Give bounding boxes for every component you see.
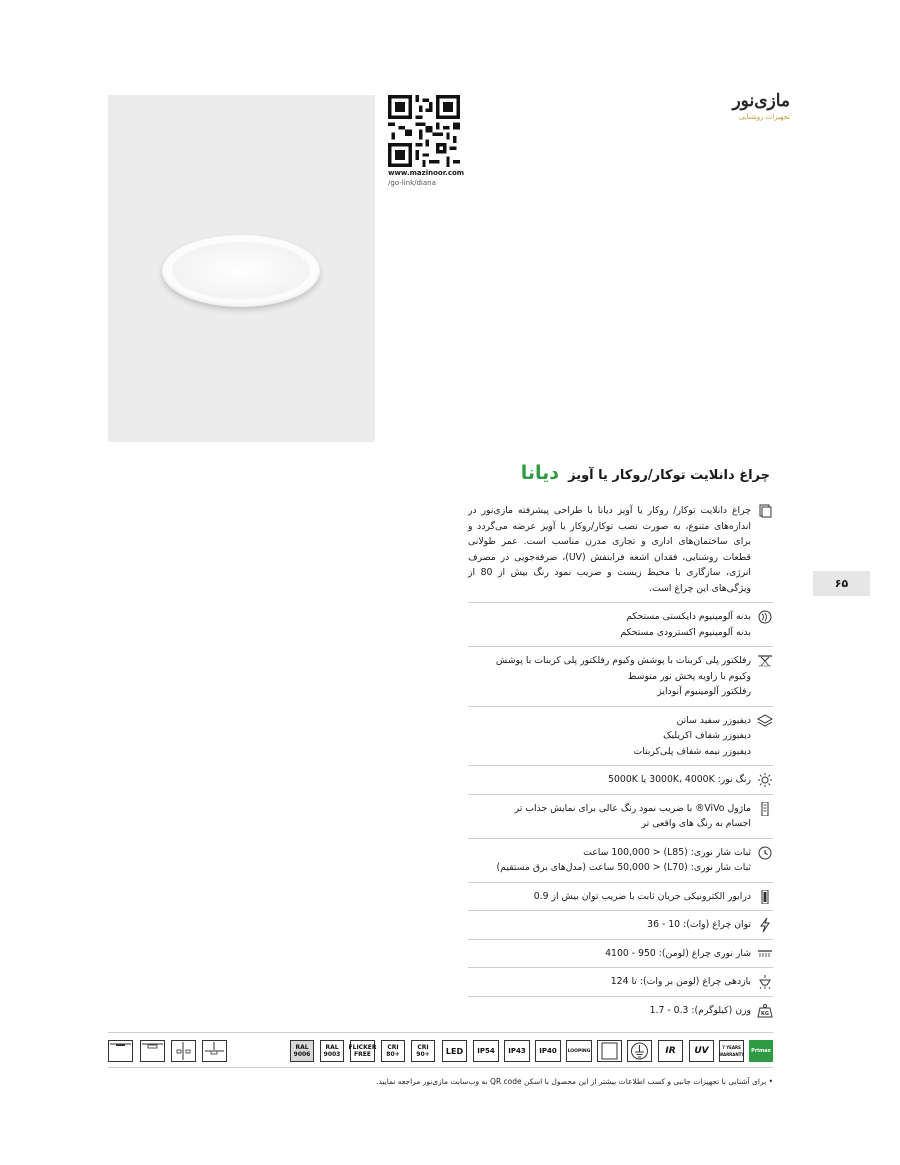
spec-list [468, 497, 773, 1024]
downlight-image [162, 235, 320, 307]
module-line: ماژول ViVo® با ضریب نمود رنگ عالی برای نمایش جذاب تر [514, 802, 751, 814]
cct-text: رنگ نور: 3000K، 4000K یا 5000K [608, 774, 751, 785]
weight-icon [757, 1004, 773, 1018]
product-photo [108, 95, 375, 442]
brand-name: مازی‌نور [732, 91, 790, 111]
spec-row-diffuser [468, 707, 773, 767]
no-ir-badge: IR [658, 1040, 683, 1062]
qr-url[interactable]: www.mazinoor.com [388, 169, 465, 177]
footnote-text: برای آشنایی با تجهیزات جانبی و کسب اطلاعات بیشتر از این محصول با اسکن QR code به وب‌سایت مازی‌نور مراجعه نمایید. [376, 1077, 767, 1086]
spec-row-efficacy [468, 968, 773, 997]
footnote [376, 1077, 773, 1086]
looping-badge: LOOPING [566, 1040, 592, 1062]
lumen-maint-line: ثبات شار نوری: (L70) < 50,000 ساعت (مدل‌های برق مستقیم) [496, 862, 751, 873]
product-title [521, 462, 770, 484]
spec-row-power [468, 911, 773, 940]
warranty-badge: 7 YEARS WARRANTY [719, 1040, 744, 1062]
reflector-icon [757, 654, 773, 668]
spec-row-description [468, 497, 773, 603]
qr-path: /go-link/diana [388, 179, 436, 187]
driver-icon [757, 890, 773, 904]
spec-row-lumen-maintenance [468, 839, 773, 883]
spec-row-flux [468, 940, 773, 969]
certification-icon-bar [108, 1032, 773, 1068]
cri-90-badge: CRI 90+ [411, 1040, 435, 1062]
cri-80-badge: CRI 80+ [381, 1040, 405, 1062]
brand-logo [690, 92, 790, 121]
surface-mount-icon [140, 1040, 165, 1062]
brand-tagline: تجهیزات روشنایی [738, 112, 790, 121]
class-ii-icon [597, 1040, 622, 1062]
svg-text:KG: KG [761, 1010, 769, 1017]
pendant-mount-icon [202, 1040, 227, 1062]
flux-text: شار نوری چراغ (لومن): 950 - 4100 [605, 947, 751, 959]
qr-code[interactable] [388, 95, 460, 167]
luminous-flux-icon [757, 947, 773, 961]
body-line: بدنه آلومینیوم دایکستی مستحکم [626, 611, 751, 622]
body-material-icon [757, 610, 773, 624]
layers-icon [757, 714, 773, 728]
page-number: ۶۵ [813, 571, 870, 596]
earth-ground-icon [627, 1040, 652, 1062]
diffuser-line: دیفیوزر شفاف اکریلیک [663, 730, 751, 741]
module-line: اجسام به رنگ های واقعی تر [641, 818, 751, 829]
wall-mount-icon [171, 1040, 196, 1062]
ral-9006-badge: RAL 9006 [290, 1040, 314, 1062]
reflector-line: رفلکتور آلومینیوم آنودایز [657, 686, 751, 697]
recessed-mount-icon [108, 1040, 133, 1062]
lifetime-icon [757, 846, 773, 860]
spec-row-reflector [468, 647, 773, 707]
body-line: بدنه آلومینیوم اکسترودی مستحکم [620, 626, 751, 638]
vivo-module-icon [757, 802, 773, 816]
efficacy-icon [757, 975, 773, 989]
footnote-bullet: • [766, 1077, 773, 1086]
description-text: چراغ دانلایت توکار/ روکار یا آویز دیانا با طراحی پیشرفته مازی‌نور در اندازه‌های متنوع، به صورت نصب توکار/روکار یا آویز عرضه می‌گردد و برای ساختمان‌های اداری و تجاری مدرن مناسب است. عمر طولانی قطعات روشنایی، فقدان اشعه فرابنفش (UV)، صرفه‌جویی در مصرف انرژی، سازگاری با محیط زیست و ضریب نمود رنگ بیش از 80 از ویژگی‌های این چراغ است. [468, 505, 752, 594]
lumen-maint-line: ثبات شار نوری: (L85) < 100,000 ساعت [583, 846, 751, 858]
no-uv-badge: UV [689, 1040, 714, 1062]
ip40-badge: IP40 [535, 1040, 561, 1062]
reflector-line: وکیوم با زاویه پخش نور متوسط [627, 670, 751, 682]
document-icon [757, 504, 773, 518]
lightning-icon [757, 918, 773, 932]
spec-row-module [468, 795, 773, 839]
led-badge: LED [442, 1040, 467, 1062]
ip54-badge: IP54 [473, 1040, 499, 1062]
power-text: توان چراغ (وات): 10 - 36 [647, 919, 751, 930]
spec-row-body [468, 603, 773, 647]
diffuser-line: دیفیوزر سفید ساتن [676, 714, 751, 726]
primax-badge: Primax [749, 1040, 773, 1062]
efficacy-text: بازدهی چراغ (لومن بر وات): تا 124 [610, 976, 751, 987]
spec-row-cct [468, 766, 773, 795]
weight-text: وزن (کیلوگرم): 0.3 - 1.7 [649, 1004, 751, 1016]
diffuser-line: دیفیوزر نیمه شفاف پلی‌کربنات [633, 745, 751, 757]
ip43-badge: IP43 [504, 1040, 530, 1062]
flicker-free-badge: FLICKER FREE [350, 1040, 375, 1062]
reflector-line: رفلکتور پلی کربنات با پوشش وکیوم رفلکتور پلی کربنات با پوشش [495, 655, 751, 666]
title-accent: دیانا [520, 462, 560, 484]
ral-9003-badge: RAL 9003 [320, 1040, 344, 1062]
sun-icon [757, 773, 773, 787]
title-main: چراغ دانلایت توکار/روکار یا آویز [568, 468, 770, 483]
spec-row-driver [468, 883, 773, 912]
spec-row-weight [468, 997, 773, 1025]
downlight-diffuser [172, 242, 310, 299]
driver-text: درایور الکترونیکی جریان ثابت با ضریب توان بیش از 0.9 [533, 890, 751, 902]
